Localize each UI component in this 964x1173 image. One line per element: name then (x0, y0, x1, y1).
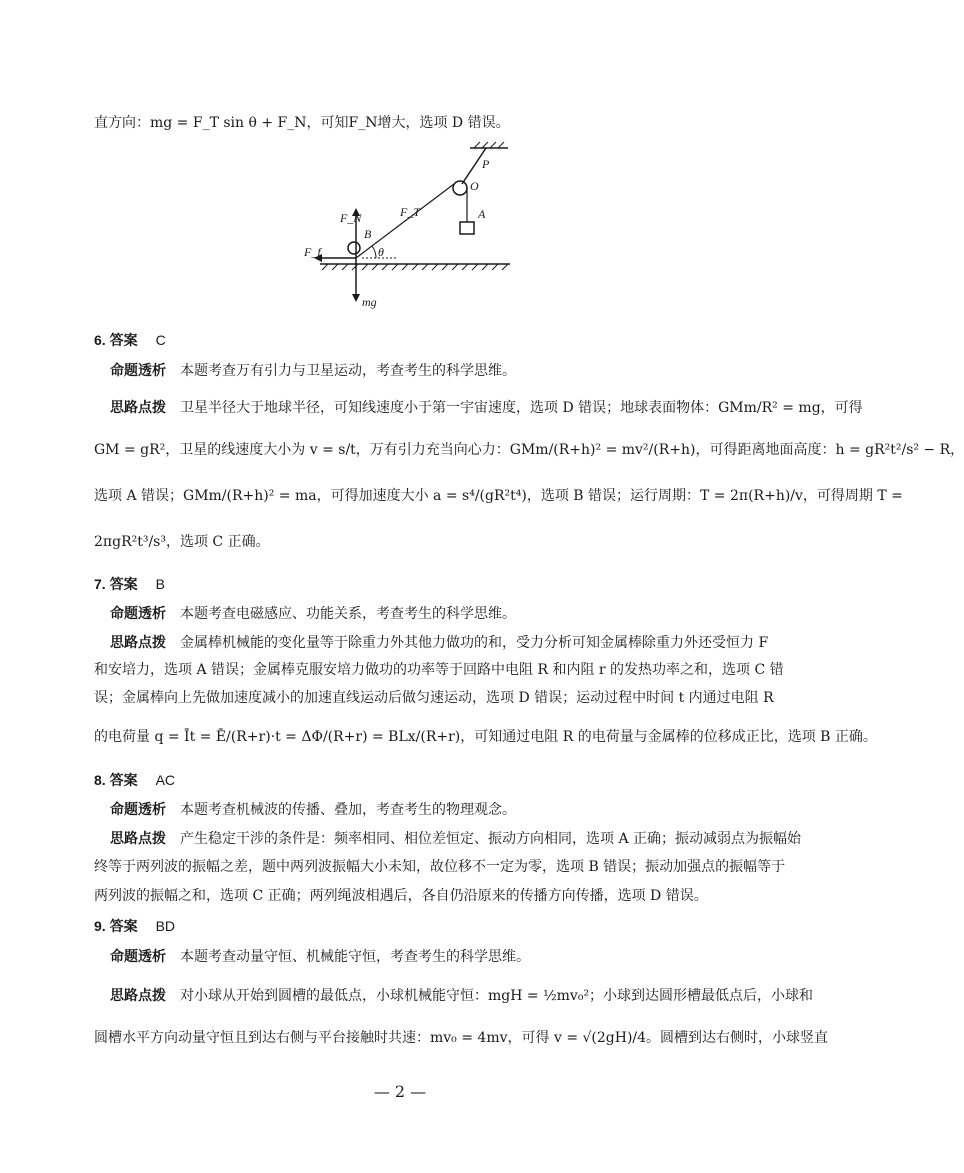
q8-answer: AC (155, 772, 176, 788)
label-ft: F_T (400, 205, 421, 219)
q7-hint-line-1: 思路点拨 金属棒机械能的变化量等于除重力外其他力做功的和，受力分析可知金属棒除重力外还受恒力 F (110, 634, 769, 651)
q8-tag (110, 799, 516, 820)
q8-hint-line-3: 两列波的振幅之和，选项 C 正确；两列绳波相遇后，各自仍沿原来的传播方向传播，选项 D 错误。 (94, 888, 708, 904)
q9-number: 9. 答案 (94, 918, 138, 934)
q9-tag-label: 命题透析 (110, 948, 166, 964)
q8-number: 8. 答案 (94, 772, 138, 788)
label-b: B (364, 227, 372, 241)
q9-tag (110, 946, 530, 967)
q8-header (94, 770, 175, 790)
q6-number: 6. 答案 (94, 332, 138, 348)
rope-to-b (356, 184, 454, 258)
q8-hint-line-2: 终等于两列波的振幅之差，题中两列波振幅大小未知，故位移不一定为零，选项 B 错误；振动加强点的振幅等于 (94, 859, 786, 875)
q6-hint-line-4: 2πgR²t³/s³，选项 C 正确。 (94, 534, 270, 550)
label-a: A (478, 207, 486, 221)
q6-tag-label: 命题透析 (110, 362, 166, 378)
q9-hint-line-2: 圆槽水平方向动量守恒且到达右侧与平台接触时共速：mv₀ = 4mv，可得 v = √(2gH)/4。圆槽到达右侧时，小球竖直 (94, 1030, 829, 1046)
q6-hint-line-3: 选项 A 错误；GMm/(R+h)² = ma，可得加速度大小 a = s⁴/(gR²t⁴)，选项 B 错误；运行周期：T = 2π(R+h)/v，可得周期 T = (94, 488, 903, 504)
q6-answer: C (155, 332, 166, 348)
q9-header (94, 916, 175, 936)
q6-hint-label: 思路点拨 (110, 399, 166, 415)
q7-tag-text: 本题考查电磁感应、功能关系，考查考生的科学思维。 (180, 606, 516, 622)
q8-hint-line-1: 思路点拨 产生稳定干涉的条件是：频率相同、相位差恒定、振动方向相同，选项 A 正确；振动减弱点为振幅始 (110, 830, 802, 847)
ground-hatch (322, 264, 508, 270)
q7-hint-line-3: 误；金属棒向上先做加速度减小的加速直线运动后做匀速运动，选项 D 错误；运动过程中时间 t 内通过电阻 R (94, 690, 774, 706)
label-mg: mg (362, 295, 377, 309)
q8-tag-label: 命题透析 (110, 801, 166, 817)
label-ff: F_f (304, 245, 321, 259)
q9-hint-label: 思路点拨 (110, 987, 166, 1003)
q9-answer: BD (155, 918, 176, 934)
q9-hint-line-1: 思路点拨 对小球从开始到圆槽的最低点，小球机械能守恒：mgH = ½mv₀²；小球到达圆形槽最低点后，小球和 (110, 987, 814, 1004)
label-theta: θ (378, 245, 384, 259)
q6-hint-line-2: GM = gR²，卫星的线速度大小为 v = s/t，万有引力充当向心力：GMm/(R+h)² = mv²/(R+h)，可得距离地面高度：h = gR²t²/s² − R， (94, 442, 964, 458)
q7-header (94, 574, 165, 594)
q7-hint-line-4: 的电荷量 q = Īt = Ē/(R+r)·t = ΔΦ/(R+r) = BLx/(R+r)，可知通过电阻 R 的电荷量与金属棒的位移成正比，选项 B 正确。 (94, 729, 877, 745)
force-diagram (300, 140, 540, 340)
q7-answer: B (155, 576, 165, 592)
angle-arc (372, 246, 376, 258)
ceiling-hatch (474, 142, 504, 148)
q7-tag-label: 命题透析 (110, 605, 166, 621)
q8-hint-label: 思路点拨 (110, 830, 166, 846)
label-o: O (470, 179, 479, 193)
q7-tag (110, 603, 516, 624)
q6-header (94, 330, 166, 350)
q7-hint-label: 思路点拨 (110, 634, 166, 650)
q6-tag-text: 本题考查万有引力与卫星运动，考查考生的科学思维。 (180, 363, 516, 379)
block-a (460, 222, 474, 234)
q6-tag (110, 360, 516, 381)
q6-hint-line-1: 思路点拨 卫星半径大于地球半径，可知线速度小于第一宇宙速度，选项 D 错误；地球表面物体：GMm/R² = mg，可得 (110, 399, 863, 416)
label-p: P (482, 157, 490, 171)
page-number: — 2 — (373, 1082, 427, 1101)
q9-tag-text: 本题考查动量守恒、机械能守恒，考查考生的科学思维。 (180, 949, 530, 965)
q8-tag-text: 本题考查机械波的传播、叠加，考查考生的物理观念。 (180, 802, 516, 818)
q7-number: 7. 答案 (94, 576, 138, 592)
label-fn: F_N (340, 211, 362, 225)
pulley-o (453, 181, 467, 195)
ball-b (348, 242, 360, 254)
q7-hint-line-2: 和安培力，选项 A 错误；金属棒克服安培力做功的功率等于回路中电阻 R 和内阻 r 的发热功率之和，选项 C 错 (94, 662, 784, 678)
intro-line: 直方向：mg = F_T sin θ + F_N，可知F_N增大，选项 D 错误。 (94, 115, 510, 131)
